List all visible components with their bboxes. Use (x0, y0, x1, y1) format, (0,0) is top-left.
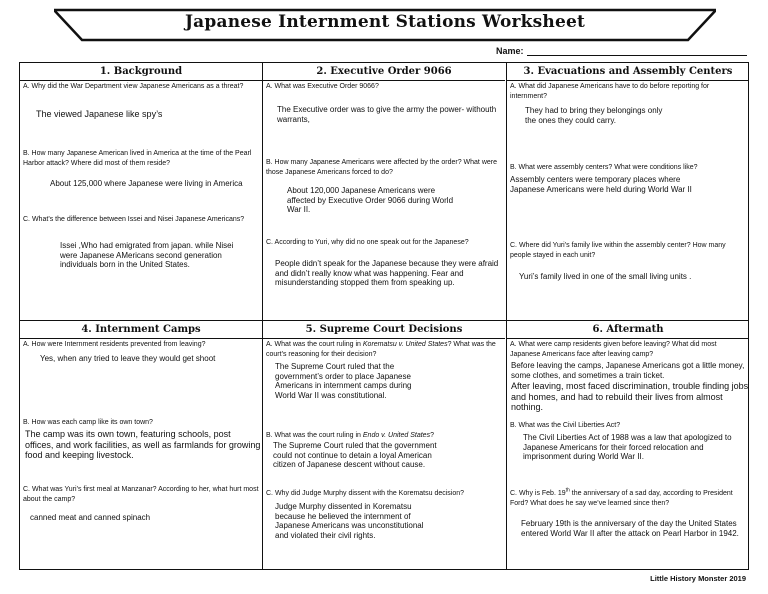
answer-c[interactable]: People didn’t speak for the Japanese because they were afraid and didn’t really know what was happening. Fear and misunderstanding stopped them from speaking up. (275, 259, 499, 287)
question-b: B. What was the court ruling in Endo v. United States? (266, 432, 434, 439)
answer-c[interactable]: Judge Murphy dissented in Korematsu because he believed the internment of Japanese Americans was unconstitutional and violated their civil rights. (275, 502, 424, 540)
answer-a[interactable]: The Executive order was to give the army the power- withouth warrants, (277, 105, 497, 124)
section-heading: 3. Evacuations and Assembly Centers (523, 66, 733, 77)
section-heading: 1. Background (99, 66, 183, 77)
section-executive-order (263, 63, 505, 320)
section-background (20, 63, 262, 320)
question-c: C. What’s the difference between Issei and Nisei Japanese Americans? (23, 216, 245, 223)
section-evacuations (507, 63, 749, 320)
answer-b[interactable]: The Civil Liberties Act of 1988 was a law that apologized to Japanese Americans for their forced relocation and imprisonment during World War II. (523, 433, 732, 461)
section-heading: 2. Executive Order 9066 (316, 66, 452, 77)
answer-b[interactable]: The camp was its own town, featuring schools, post offices, and work facilities, as well as farmlands for growing food and keeping livestock. (25, 429, 261, 460)
name-label: Name: (496, 46, 524, 56)
answer-a[interactable]: Yes, when any tried to leave they would get shoot (40, 354, 216, 363)
question-b: B. How many Japanese Americans were affected by the order? What were those Japanese Americans forced to do? (266, 159, 497, 176)
heading-rule (507, 338, 749, 339)
question-a: A. What did Japanese Americans have to do before reporting for internment? (510, 83, 710, 100)
question-b: B. How was each camp like its own town? (23, 419, 153, 426)
section-internment-camps (20, 321, 262, 571)
question-b: B. How many Japanese American lived in America at the time of the Pearl Harbor attack? Where did most of them reside? (23, 150, 252, 167)
answer-b[interactable]: Assembly centers were temporary places where Japanese Americans were held during World War II (510, 175, 692, 194)
question-a: A. How were Internment residents prevented from leaving? (23, 341, 206, 348)
heading-rule (20, 80, 262, 81)
worksheet-grid (19, 62, 749, 570)
section-heading: 5. Supreme Court Decisions (305, 324, 463, 335)
heading-rule (507, 80, 749, 81)
name-field[interactable] (496, 46, 747, 56)
name-underline[interactable] (527, 46, 747, 56)
section-aftermath (507, 321, 749, 571)
answer-b[interactable]: About 120,000 Japanese Americans were affected by Executive Order 9066 during World War II. (287, 186, 454, 214)
question-a: A. Why did the War Department view Japanese Americans as a threat? (23, 83, 244, 90)
footer-credit: Little History Monster 2019 (650, 574, 746, 583)
answer-a-continued[interactable]: After leaving, most faced discrimination, trouble finding jobs and homes, and had to rebuild their lives from almost nothing. (511, 381, 749, 412)
heading-rule (263, 338, 505, 339)
answer-b[interactable]: About 125,000 where Japanese were living in America (50, 179, 243, 188)
section-heading: 4. Internment Camps (81, 324, 201, 335)
question-b: B. What were assembly centers? What were conditions like? (510, 164, 698, 171)
question-c: C. According to Yuri, why did no one speak out for the Japanese? (266, 239, 469, 246)
question-c: C. Why is Feb. 19th the anniversary of a sad day, according to President Ford? What does he say we’ve learned since then? (510, 487, 733, 507)
answer-a[interactable]: They had to bring they belongings only the ones they could carry. (525, 106, 663, 125)
question-a: A. What were camp residents given before leaving? What did most Japanese Americans face after leaving camp? (510, 341, 717, 358)
answer-c[interactable]: Yuri’s family lived in one of the small living units . (519, 272, 692, 281)
section-heading: 6. Aftermath (592, 324, 664, 335)
answer-a[interactable]: The viewed Japanese like spy’s (36, 109, 163, 119)
answer-c[interactable]: canned meat and canned spinach (30, 513, 151, 522)
question-a: A. What was Executive Order 9066? (266, 83, 379, 90)
heading-rule (20, 338, 262, 339)
question-b: B. What was the Civil Liberties Act? (510, 422, 621, 429)
question-c: C. Why did Judge Murphy dissent with the Korematsu decision? (266, 490, 465, 497)
question-c: C. What was Yuri’s first meal at Manzanar? According to her, what hurt most about the camp? (23, 486, 259, 503)
page-title: Japanese Internment Stations Worksheet (184, 12, 586, 32)
heading-rule (263, 80, 505, 81)
answer-a[interactable]: The Supreme Court ruled that the government’s order to place Japanese Americans in internment camps during World War II was constitutional. (275, 362, 412, 400)
answer-c[interactable]: Issei ,Who had emigrated from japan. while Nisei were Japanese AMericans second generation individuals born in the United States. (60, 241, 234, 269)
answer-c[interactable]: February 19th is the anniversary of the day the United States entered World War II after the attack on Pearl Harbor in 1942. (521, 519, 739, 538)
question-a: A. What was the court ruling in Korematsu v. United States? What was the court’s reasoning for their decision? (266, 341, 496, 358)
answer-b[interactable]: The Supreme Court ruled that the government could not continue to detain a loyal American citizen of Japanese descent without cause. (273, 441, 437, 469)
answer-a[interactable]: Before leaving the camps, Japanese Americans got a little money, some clothes, and sometimes a train ticket. (511, 361, 745, 380)
section-supreme-court (263, 321, 505, 571)
question-c: C. Where did Yuri’s family live within the assembly center? How many people stayed in each unit? (510, 242, 726, 259)
case-name: Endo v. United States (362, 432, 431, 439)
case-name: Korematsu v. United States (362, 341, 448, 348)
